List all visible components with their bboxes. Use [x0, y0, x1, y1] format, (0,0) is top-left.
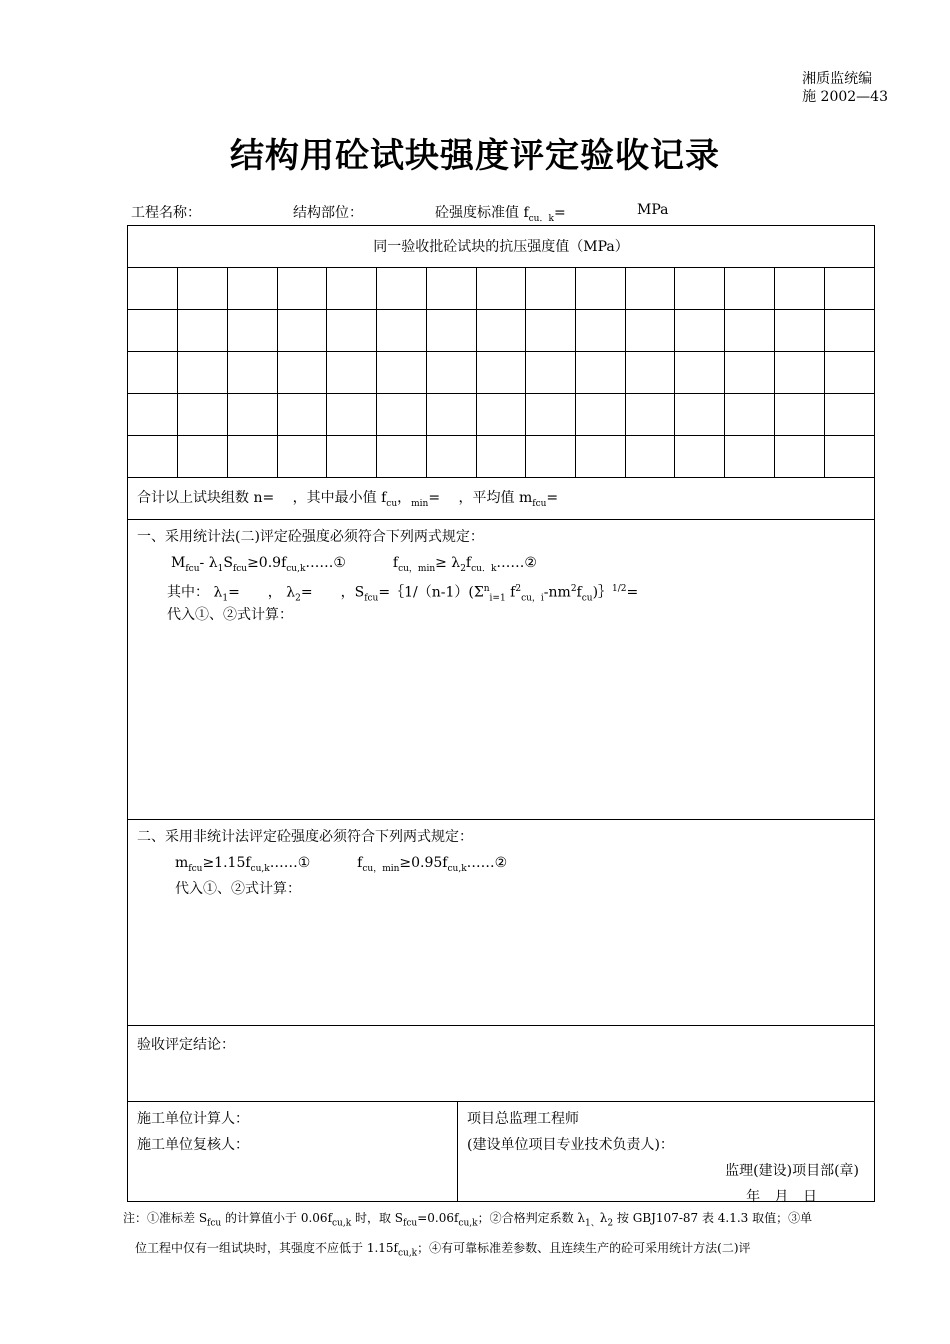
formula3 [175, 855, 311, 874]
g2a-sub: cu，min [362, 863, 400, 874]
wh-sup: 1/2 [612, 584, 627, 594]
strength-value-cell[interactable] [128, 394, 178, 436]
review-person-label: 施工单位复核人： [137, 1137, 249, 1153]
ne-sub: 1、 [585, 1218, 600, 1229]
we-sub: cu，i [521, 593, 544, 604]
formula2 [392, 555, 537, 574]
strength-value-grid [128, 268, 874, 478]
strength-value-cell[interactable] [327, 352, 377, 394]
strength-value-cell[interactable] [178, 352, 228, 394]
f2b-sub: 2 [460, 563, 466, 574]
strength-value-cell[interactable] [178, 394, 228, 436]
strength-standard-label [435, 202, 566, 224]
strength-value-cell[interactable] [426, 394, 476, 436]
na: 注：①准标差 S [123, 1211, 208, 1225]
strength-value-cell[interactable] [277, 268, 327, 310]
f1c: S [223, 555, 233, 571]
f2a-sub: cu，min [398, 563, 436, 574]
g2a: f [357, 855, 363, 871]
we: f [505, 584, 516, 601]
nc-sub: fcu [403, 1218, 418, 1229]
nb-sub: cu,k [332, 1218, 352, 1229]
summary-text-3: = ，平均值 m [428, 490, 533, 506]
strength-value-cell[interactable] [377, 436, 427, 478]
wd-sup: n [483, 584, 490, 594]
strength-value-cell[interactable] [227, 436, 277, 478]
strength-value-cell[interactable] [128, 310, 178, 352]
wh: )｝ [592, 584, 613, 601]
strength-value-cell[interactable] [625, 394, 675, 436]
supervisor-signature-block [458, 1102, 874, 1205]
strength-value-cell[interactable] [824, 352, 874, 394]
strength-value-cell[interactable] [625, 352, 675, 394]
wd: =｛1/（n-1）(Σ [378, 584, 484, 601]
strength-value-cell[interactable] [426, 310, 476, 352]
ng: 按 GBJ107-87 表 4.1.3 取值；③单 [613, 1211, 813, 1225]
f1a-sub: fcu [185, 563, 200, 574]
strength-value-cell[interactable] [575, 352, 625, 394]
strength-value-cell[interactable] [476, 352, 526, 394]
f2c: f [465, 555, 472, 571]
footnote [123, 1206, 859, 1267]
footnote-line1 [123, 1206, 859, 1236]
strength-value-cell[interactable] [426, 268, 476, 310]
strength-value-cell[interactable] [625, 436, 675, 478]
grid-row [128, 310, 874, 352]
strength-value-cell[interactable] [377, 394, 427, 436]
section1-where [137, 576, 865, 602]
strength-table-header: 同一验收批砼试块的抗压强度值（MPa） [128, 226, 874, 268]
strength-value-cell[interactable] [227, 310, 277, 352]
strength-value-cell[interactable] [426, 436, 476, 478]
g2b-sub: cu,k [447, 863, 467, 874]
non-statistical-method-section [128, 820, 874, 1026]
f2c-sub: cu．k [471, 563, 497, 574]
strength-value-cell[interactable] [575, 268, 625, 310]
strength-value-cell[interactable] [526, 268, 576, 310]
strength-unit: MPa [637, 202, 669, 218]
strength-value-cell[interactable] [824, 268, 874, 310]
strength-value-cell[interactable] [476, 268, 526, 310]
strength-value-cell[interactable] [824, 394, 874, 436]
strength-value-cell[interactable] [377, 352, 427, 394]
section2-heading: 二、采用非统计法评定砼强度必须符合下列两式规定： [137, 829, 473, 845]
wd-sub: i=1 [489, 593, 506, 604]
strength-value-cell[interactable] [476, 310, 526, 352]
info-row [131, 202, 871, 222]
section2-formulas [137, 850, 865, 876]
strength-value-cell[interactable] [526, 310, 576, 352]
strength-value-cell[interactable] [675, 394, 725, 436]
summary-sub-3: fcu [532, 498, 547, 509]
strength-value-cell[interactable] [575, 310, 625, 352]
conclusion-heading: 验收评定结论： [137, 1037, 235, 1053]
summary-row [128, 476, 874, 520]
strength-value-cell[interactable] [675, 436, 725, 478]
strength-value-cell[interactable] [725, 310, 775, 352]
strength-value-cell[interactable] [675, 310, 725, 352]
dept-seal-label: 监理(建设)项目部(章) [725, 1163, 859, 1179]
nd: =0.06f [417, 1211, 459, 1225]
strength-value-cell[interactable] [426, 352, 476, 394]
strength-value-cell[interactable] [774, 352, 824, 394]
wa-sub: 1 [222, 593, 229, 604]
strength-value-cell[interactable] [178, 310, 228, 352]
wf: -nm [543, 584, 571, 601]
wg-sub: cu [581, 593, 593, 604]
footnote-line2 [123, 1236, 859, 1266]
owner-label: (建设单位项目专业技术负责人)： [467, 1137, 674, 1153]
strength-value-cell[interactable] [575, 394, 625, 436]
strength-value-cell[interactable] [774, 268, 824, 310]
form-code-line1: 湘质监统编 [802, 71, 873, 87]
f1b-sub: 1 [217, 563, 224, 574]
f2b: ≥ λ [435, 555, 461, 571]
n2b: ；④有可靠标准差参数、且连续生产的砼可采用统计方法(二)评 [417, 1241, 751, 1256]
strength-value-cell[interactable] [476, 394, 526, 436]
formula4 [357, 855, 508, 874]
section1-heading: 一、采用统计法(二)评定砼强度必须符合下列两式规定： [137, 529, 484, 545]
grid-row [128, 436, 874, 478]
strength-value-cell[interactable] [675, 268, 725, 310]
strength-value-cell[interactable] [327, 394, 377, 436]
strength-value-cell[interactable] [277, 394, 327, 436]
na-sub: fcu [207, 1218, 222, 1229]
strength-value-cell[interactable] [625, 310, 675, 352]
strength-value-cell[interactable] [575, 436, 625, 478]
strength-value-cell[interactable] [476, 436, 526, 478]
strength-value-cell[interactable] [277, 310, 327, 352]
date-label: 年 月 日 [746, 1189, 817, 1205]
wf-sup: 2 [570, 584, 577, 594]
g1b-sub: cu,k [250, 863, 270, 874]
f1d: ≥0.9f [247, 555, 287, 571]
strength-value-cell[interactable] [725, 268, 775, 310]
strength-value-cell[interactable] [377, 310, 427, 352]
strength-value-cell[interactable] [227, 352, 277, 394]
record-form [127, 225, 875, 1205]
page-title: 结构用砼试块强度评定验收记录 [230, 136, 720, 176]
summary-text-2: ， [397, 490, 412, 506]
strength-value-cell[interactable] [327, 268, 377, 310]
wb: = ， λ [228, 584, 296, 601]
g1a-sub: fcu [188, 863, 203, 874]
strength-value-cell[interactable] [128, 268, 178, 310]
f1b: - λ [199, 555, 218, 571]
structure-part-label: 结构部位： [293, 205, 363, 221]
strength-value-cell[interactable] [824, 436, 874, 478]
calc-person-label: 施工单位计算人： [137, 1111, 249, 1127]
strength-value-cell[interactable] [128, 352, 178, 394]
std-sub: cu．k [528, 213, 554, 224]
strength-value-cell[interactable] [725, 394, 775, 436]
grid-row [128, 352, 874, 394]
f2a: f [392, 555, 399, 571]
n2a: 位工程中仅有一组试块时，其强度不应低于 1.15f [135, 1241, 398, 1256]
formula1 [171, 555, 346, 574]
strength-value-cell[interactable] [625, 268, 675, 310]
wb-sub: 2 [295, 593, 301, 604]
supervisor-label: 项目总监理工程师 [467, 1111, 579, 1127]
f1a: M [171, 555, 186, 571]
strength-value-cell[interactable] [377, 268, 427, 310]
project-name-label: 工程名称： [131, 205, 201, 221]
f1d-sub: cu,k [286, 563, 306, 574]
we-sup: 2 [515, 584, 522, 594]
strength-value-cell[interactable] [725, 436, 775, 478]
nb: 的计算值小于 0.06f [221, 1211, 333, 1225]
g1c: ……① [269, 855, 311, 871]
summary-sub-2: min [411, 498, 429, 509]
nd-sub: cu,k [458, 1218, 478, 1229]
nc: 时，取 S [351, 1211, 404, 1225]
strength-value-cell[interactable] [277, 352, 327, 394]
strength-value-cell[interactable] [327, 436, 377, 478]
wi: = [626, 584, 639, 601]
summary-text-4: = [546, 490, 559, 506]
f2d: ……② [496, 555, 537, 571]
form-code [802, 70, 888, 106]
wg: f [576, 584, 582, 601]
grid-row [128, 394, 874, 436]
strength-value-cell[interactable] [526, 436, 576, 478]
strength-value-cell[interactable] [227, 394, 277, 436]
strength-value-cell[interactable] [277, 436, 327, 478]
std-eq: = [553, 205, 566, 221]
form-code-line2: 施 2002—43 [802, 89, 888, 105]
statistical-method-section [128, 520, 874, 820]
g2b: ≥0.95f [399, 855, 448, 871]
strength-value-cell[interactable] [774, 394, 824, 436]
strength-value-cell[interactable] [178, 436, 228, 478]
strength-value-cell[interactable] [675, 352, 725, 394]
strength-value-cell[interactable] [178, 268, 228, 310]
summary-text-1: 合计以上试块组数 n= ，其中最小值 f [137, 490, 387, 506]
nf-sub: 2 [607, 1218, 614, 1229]
std-text: 砼强度标准值 f [435, 205, 529, 221]
section1-calc: 代入①、②式计算： [167, 607, 293, 623]
strength-value-cell[interactable] [128, 436, 178, 478]
n2a-sub: cu,k [397, 1248, 418, 1259]
section1-formulas [137, 550, 865, 576]
conclusion-section [128, 1026, 874, 1102]
grid-row [128, 268, 874, 310]
strength-value-cell[interactable] [227, 268, 277, 310]
wa: 其中： λ [167, 584, 223, 601]
wc-sub: fcu [364, 593, 379, 604]
strength-value-cell[interactable] [327, 310, 377, 352]
strength-value-cell[interactable] [526, 352, 576, 394]
summary-sub-1: cu [386, 498, 398, 509]
strength-value-cell[interactable] [774, 310, 824, 352]
section2-calc: 代入①、②式计算： [175, 881, 301, 897]
strength-value-cell[interactable] [824, 310, 874, 352]
contractor-signature-block [128, 1102, 458, 1201]
strength-value-cell[interactable] [526, 394, 576, 436]
wc: = ，S [300, 584, 365, 601]
strength-value-cell[interactable] [725, 352, 775, 394]
nf: λ [599, 1211, 608, 1225]
f1c-sub: fcu [232, 563, 248, 574]
f1e: ……① [305, 555, 346, 571]
g1a: m [175, 855, 189, 871]
g2c: ……② [466, 855, 508, 871]
g1b: ≥1.15f [202, 855, 251, 871]
strength-value-cell[interactable] [774, 436, 824, 478]
ne: ；②合格判定系数 λ [477, 1211, 585, 1225]
